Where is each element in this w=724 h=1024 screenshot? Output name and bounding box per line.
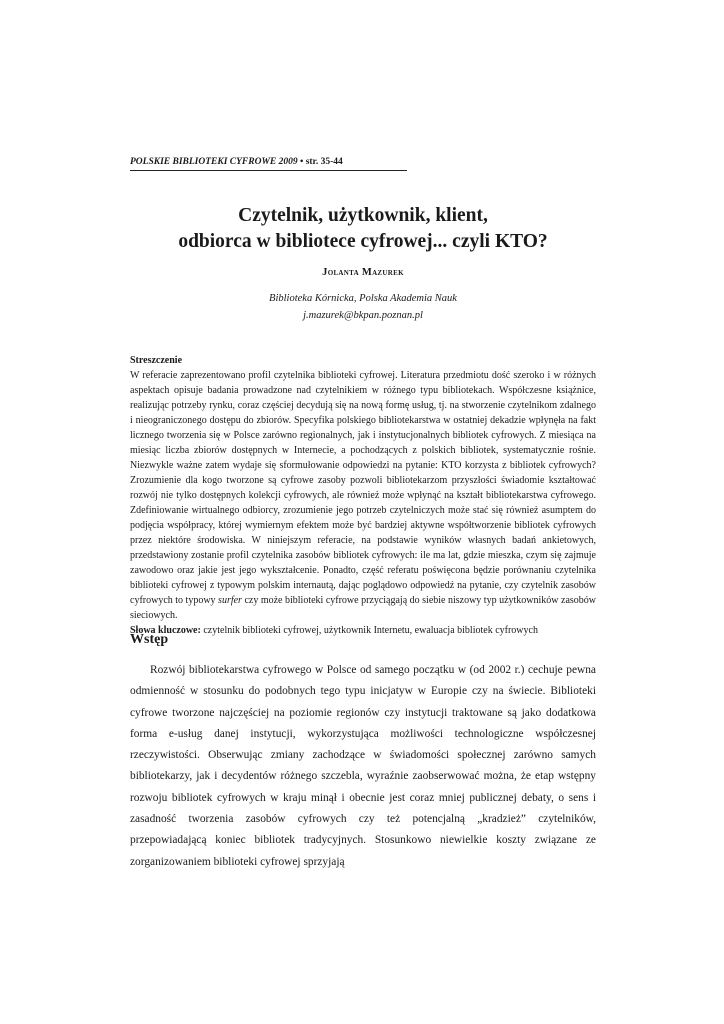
keywords bbox=[130, 623, 596, 638]
affiliation-block bbox=[130, 290, 596, 324]
article-title bbox=[130, 203, 596, 255]
abstract-text bbox=[130, 368, 596, 623]
page-range: str. 35-44 bbox=[305, 157, 343, 167]
title-line-1: Czytelnik, użytkownik, klient, bbox=[238, 205, 488, 226]
keywords-label: Słowa kluczowe: bbox=[130, 625, 201, 636]
abstract-body: W referacie zaprezentowano profil czytelnika biblioteki cyfrowej. Literatura przedmiotu dość szeroko i w różnych aspektach opisuje badania prowadzone nad czytelnikiem w różnego typu bibliotekach. Współczesne książnice, realizując potrzeby rynku, coraz częściej decydują się na nową formę usług, tj. na stworzenie czytelnikom zdalnego i nieograniczonego dostępu do zbiorów. Specyfika polskiego bibliotekarstwa w ostatniej dekadzie wpłynęła na fakt licznego tworzenia się w Polsce zarówno regionalnych, jak i instytucjonalnych bibliotek cyfrowych. Z miesiąca na miesiąc liczba zbiorów dostępnych w Internecie, a pochodzących z polskich bibliotek, systematycznie rośnie. Niezwykle ważne zatem wydaje się sformułowanie odpowiedzi na pytanie: KTO korzysta z bibliotek cyfrowych? Zrozumienie dla kogo tworzone są cyfrowe zasoby pozwoli bibliotekarzom przyszłości świadomie kształtować rozwój nie tylko dostępnych kolekcji cyfrowych, ale również może wpłynąć na kształt bibliotekarstwa cyfrowego. Zdefiniowanie wirtualnego odbiorcy, zrozumienie jego potrzeb czytelniczych może stać się również asumptem do podjęcia współpracy, której wymiernym efektem może być bardziej aktywne współtworzenie bibliotek cyfrowych przez niektóre środowiska. W niniejszym referacie, na podstawie wyników własnych badań ankietowych, przedstawiony zostanie profil czytelnika zasobów bibliotek cyfrowych: ile ma lat, gdzie mieszka, czym się zajmuje zawodowo oraz jakie jest jego wykształcenie. Ponadto, część referatu poświęcona będzie porównaniu czytelnika biblioteki cyfrowej z typowym polskim internautą, dając poglądowo odpowiedź na pytanie, czy czytelnik zasobów cyfrowych to typowy bbox=[130, 370, 596, 606]
keywords-list: czytelnik biblioteki cyfrowej, użytkownik Internetu, ewaluacja bibliotek cyfrowych bbox=[203, 625, 538, 636]
journal-name: POLSKIE BIBLIOTEKI CYFROWE 2009 bbox=[130, 157, 298, 167]
section-heading: Wstęp bbox=[130, 632, 169, 647]
author-email: j.mazurek@bkpan.poznan.pl bbox=[303, 310, 423, 321]
body-paragraph: Rozwój bibliotekarstwa cyfrowego w Polsce od samego początku w (od 2002 r.) cechuje pewna odmienność w stosunku do podobnych tego typu inicjatyw w Europie czy na świecie. Biblioteki cyfrowe tworzone najczęściej na poziomie regionów czy instytucji traktowane są jako dodatkowa forma e-usług danej instytucji, wykorzystująca możliwości technologiczne współczesnej rzeczywistości. Obserwując zmiany zachodzące w świadomości społecznej zarówno samych bibliotekarzy, jak i decydentów różnego szczebla, wyraźnie zaobserwować można, że etap wstępny rozwoju bibliotek cyfrowych w kraju minął i obecnie jest coraz mniej publicznej debaty, o sens i zasadność tworzenia zasobów cyfrowych czy też potencjalną „kradzież” czytelników, przepowiadającą koniec bibliotek tradycyjnych. Stosunkowo niewielkie koszty związane ze zorganizowaniem biblioteki cyfrowej sprzyjają bbox=[130, 664, 596, 868]
running-header bbox=[130, 157, 407, 171]
header-separator: • bbox=[297, 157, 306, 167]
affiliation: Biblioteka Kórnicka, Polska Akademia Nauk bbox=[269, 293, 457, 304]
abstract-body-end: czy może biblioteki cyfrowe przyciągają do siebie niszowy typ użytkowników zasobów sieciowych. bbox=[130, 595, 597, 621]
abstract bbox=[130, 353, 596, 638]
title-line-2: odbiorca w bibliotece cyfrowej... czyli KTO? bbox=[178, 231, 548, 252]
abstract-italic-word: surfer bbox=[218, 595, 242, 606]
author-name: Jolanta Mazurek bbox=[322, 267, 404, 278]
abstract-heading: Streszczenie bbox=[130, 355, 183, 366]
